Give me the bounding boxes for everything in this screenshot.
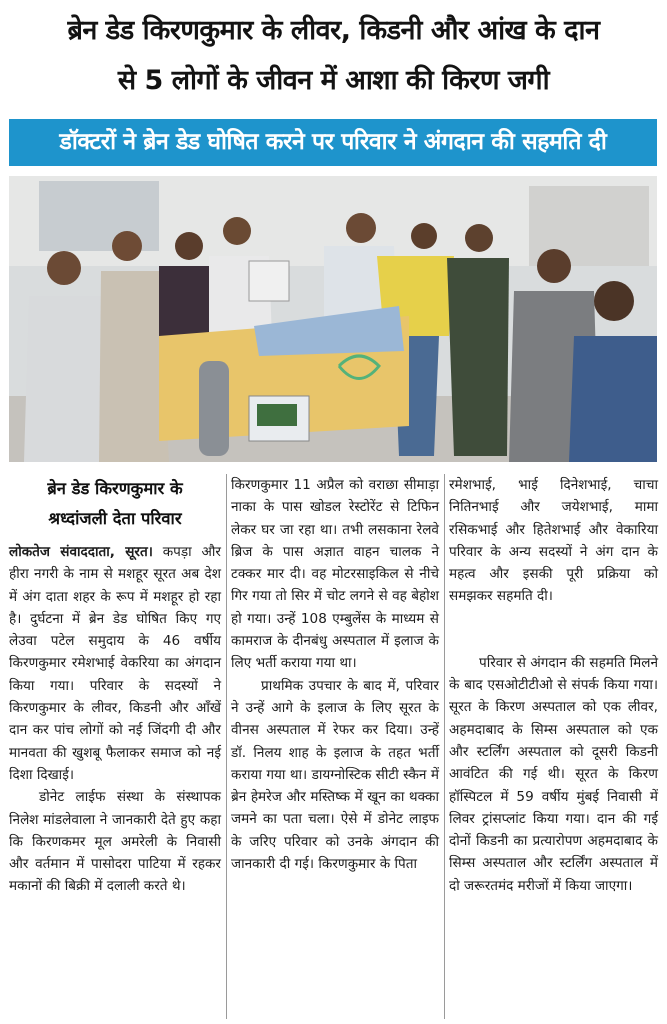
column2-paragraph-2: प्राथमिक उपचार के बाद में, परिवार ने उन्हें आगे के इलाज के लिए सूरत के वीनस अस्पताल में रेफर कर दिया। उन्हें डॉ. निलय शाह के इलाज के तहत भर्ती कराया गया था। डायग्नोस्टिक सीटी स्कैन में ब्रेन हेमरेज और मस्तिष्क में खून का थक्का जमने का पता चला। ऐसे में डोनेट लाइफ के जरिए परिवार को उनके अंगदान की जानकारी दी गई। किरणकुमार के पिता [231,677,439,873]
photo-caption-line-2: श्रध्दांजली देता परिवार [48,509,182,528]
column3-paragraph-1: रमेशभाई, भाई दिनेशभाई, चाचा नितिनभाई और जयेशभाई, मामा रसिकभाई और हितेशभाई और वेकारिया परिवार के अन्य सदस्यों ने अंग दान के महत्व और इसकी पूरी प्रक्रिया को समझकर सहमति दी। [449,477,658,605]
byline: लोकतेज संवाददाता, सूरत। [9,544,153,560]
headline [8,6,659,106]
column3-paragraph-2: परिवार से अंगदान की सहमति मिलने के बाद एसओटीटीओ से संपर्क किया गया। सूरत के किरण अस्पताल को एक लीवर, अहमदाबाद के सिम्स अस्पताल को एक और स्टर्लिंग अस्पताल को दूसरी किडनी आवंटित की गई थी। सूरत के किरण हॉस्पिटल में 59 वर्षीय मुंबई निवासी में लिवर ट्रांसप्लांट किया गया। दान की गई दोनों किडनी का प्रत्यारोपण अहमदाबाद के सिम्स अस्पताल और स्टर्लिंग अस्पताल में दो जरूरतमंद मरीजों में किया जाएगा। [449,654,658,894]
column-divider [226,474,227,1019]
article-column-1 [9,541,221,898]
article-column-3 [449,474,658,897]
column1-paragraph-1: कपड़ा और हीरा नगरी के नाम से मशहूर सूरत अब देश में अंग दाता शहर के रूप में मशहूर हो रहा है। दुर्घटना में ब्रेन डेड घोषित किए गए लेउवा पटेल समुदाय के 46 वर्षीय किरणकुमार रमेशभाई वेकरिया का अंगदान किया गया। परिवार के सदस्यों ने किरणकुमार के लीवर, किडनी और आँखें दान कर पांच लोगों को नई जिंदगी दी और मानवता की खुशबू फैलाकर समाज को नई दिशा दिखाई। [9,544,221,783]
headline-line-1: ब्रेन डेड किरणकुमार के लीवर, किडनी और आंख के दान [67,15,600,46]
column1-paragraph-2: डोनेट लाईफ संस्था के संस्थापक निलेश मांडलेवाला ने जानकारी देते हुए कहा कि किरणकमर मूल अमरेली के निवासी और वर्तमान में पासोदरा पाटिया में रहकर मकानों की बिक्री में दलाली करते थे। [9,789,221,895]
photo-caption-line-1: ब्रेन डेड किरणकुमार के [47,479,183,498]
photo-caption [9,474,221,534]
headline-line-2: से 5 लोगों के जीवन में आशा की किरण जगी [117,65,550,96]
column-divider [444,474,445,1019]
article-column-2 [231,474,439,875]
subheadline-band: डॉक्टरों ने ब्रेन डेड घोषित करने पर परिवार ने अंगदान की सहमति दी [9,119,657,166]
column2-paragraph-1: किरणकुमार 11 अप्रैल को वराछा सीमाड़ा नाका के पास खोडल रेस्टोरेंट से टिफिन लेकर घर जा रहा था। तभी लसकाना रेलवे ब्रिज के पास अज्ञात वाहन चालक ने टक्कर मार दी। वह मोटरसाइकिल से नीचे गिर गया तो सिर में चोट लगने से वह बेहोश हो गया। उन्हें 108 एम्बुलेंस के माध्यम से कामराज के दीनबंधु अस्पताल में इलाज के लिए भर्ती कराया गया था। [231,477,439,672]
news-photo [9,176,657,462]
